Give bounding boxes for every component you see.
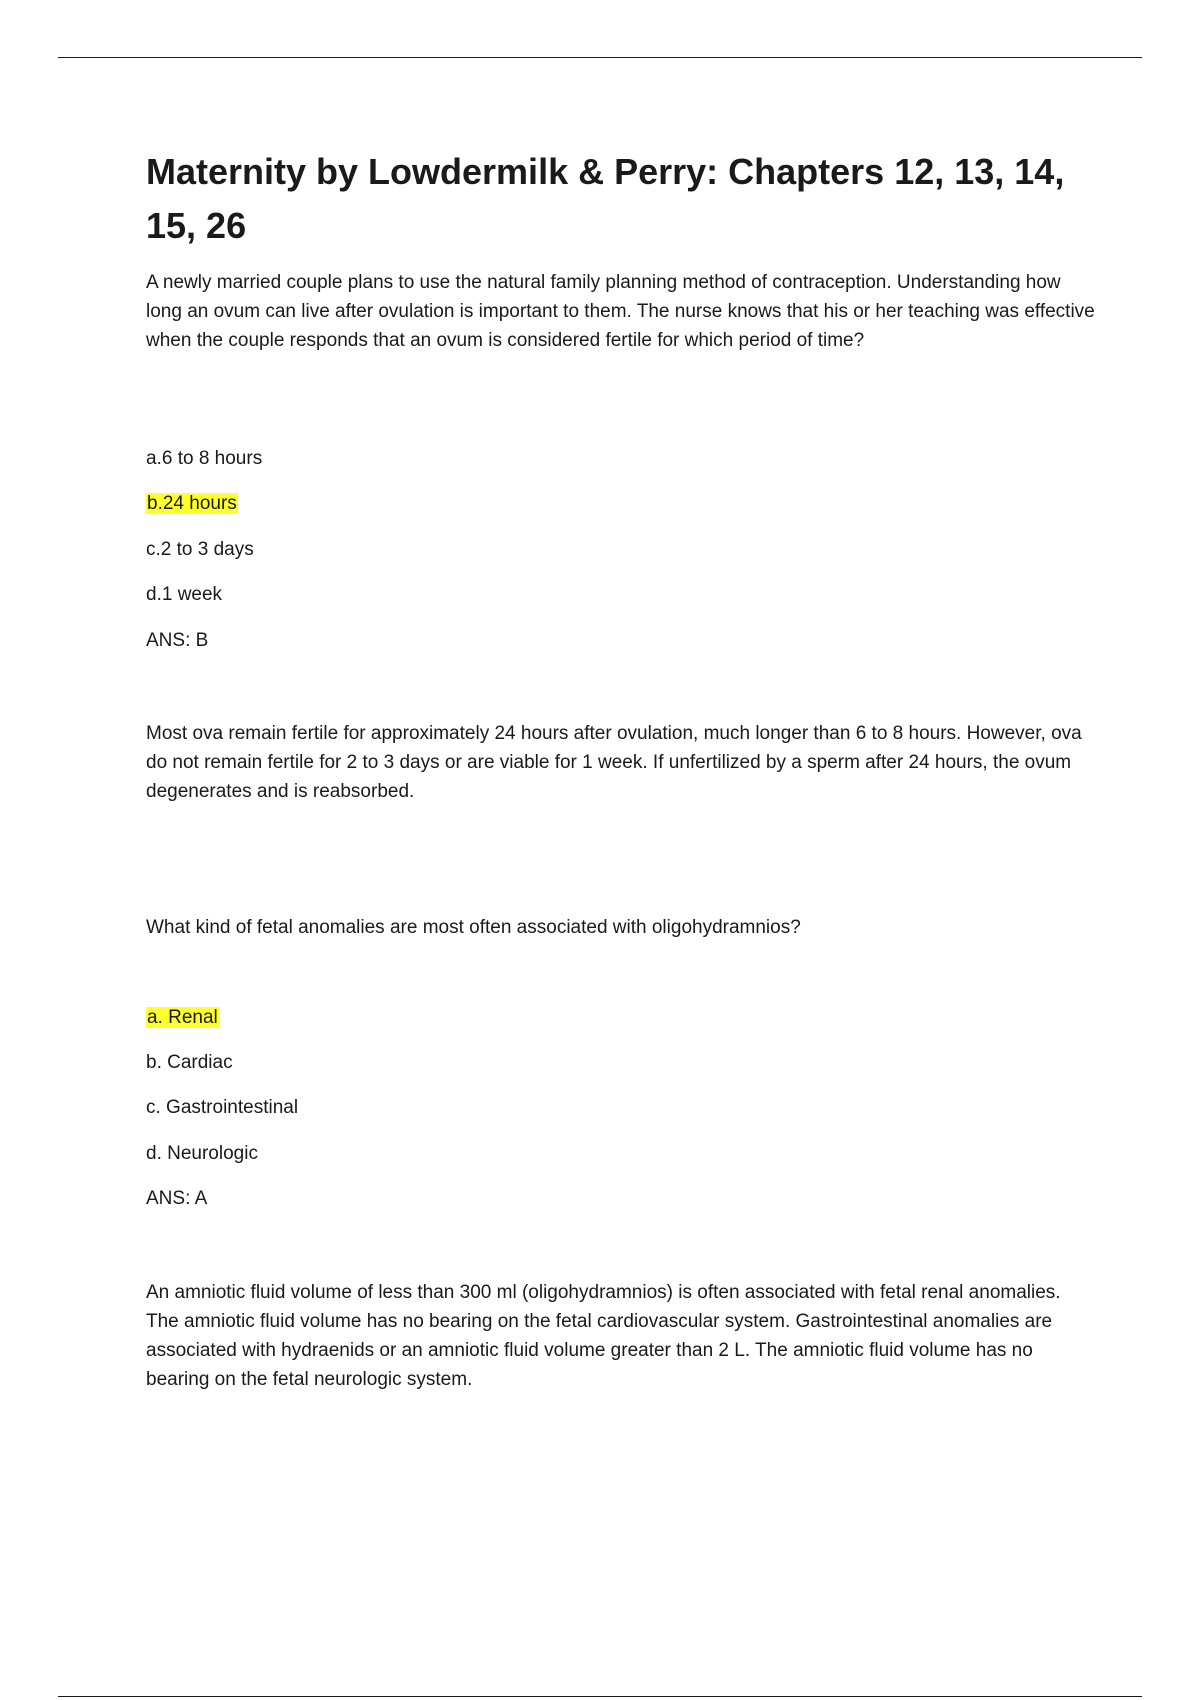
question-1-option-b bbox=[146, 491, 238, 517]
bottom-rule bbox=[58, 1696, 1142, 1697]
question-1-option-d: d.1 week bbox=[146, 584, 223, 605]
page-title: Maternity by Lowdermilk & Perry: Chapters 12, 13, 14, 15, 26 bbox=[146, 151, 1065, 246]
top-rule bbox=[58, 57, 1142, 58]
question-1-stem: A newly married couple plans to use the natural family planning method of contraception. Understanding how long an ovum can live after ovulation is important to them. The nurse knows that his or her teaching was effective when the couple responds that an ovum is considered fertile for which period of time? bbox=[146, 272, 1095, 351]
question-2-option-d: d. Neurologic bbox=[146, 1143, 258, 1164]
question-2-option-a bbox=[146, 1005, 219, 1031]
question-1-rationale: Most ova remain fertile for approximately 24 hours after ovulation, much longer than 6 to 8 hours. However, ova do not remain fertile for 2 to 3 days or are viable for 1 week. If unfertilized by a sperm after 24 hours, the ovum degenerates and is reabsorbed. bbox=[146, 723, 1082, 802]
question-1-answer: ANS: B bbox=[146, 630, 209, 651]
highlighted-answer: b.24 hours bbox=[147, 493, 237, 514]
question-1-option-a: a.6 to 8 hours bbox=[146, 448, 263, 469]
question-1-option-c: c.2 to 3 days bbox=[146, 539, 254, 560]
question-2-answer: ANS: A bbox=[146, 1188, 208, 1209]
question-2-option-c: c. Gastrointestinal bbox=[146, 1097, 299, 1118]
highlighted-answer: a. Renal bbox=[147, 1007, 218, 1028]
question-2-stem: What kind of fetal anomalies are most often associated with oligohydramnios? bbox=[146, 917, 801, 938]
question-2-rationale: An amniotic fluid volume of less than 300 ml (oligohydramnios) is often associated with fetal renal anomalies. The amniotic fluid volume has no bearing on the fetal cardiovascular system. Gastrointestinal anomalies are associated with hydraenids or an amniotic fluid volume greater than 2 L. The amniotic fluid volume has no bearing on the fetal neurologic system. bbox=[146, 1282, 1061, 1390]
question-2-option-b: b. Cardiac bbox=[146, 1052, 233, 1073]
